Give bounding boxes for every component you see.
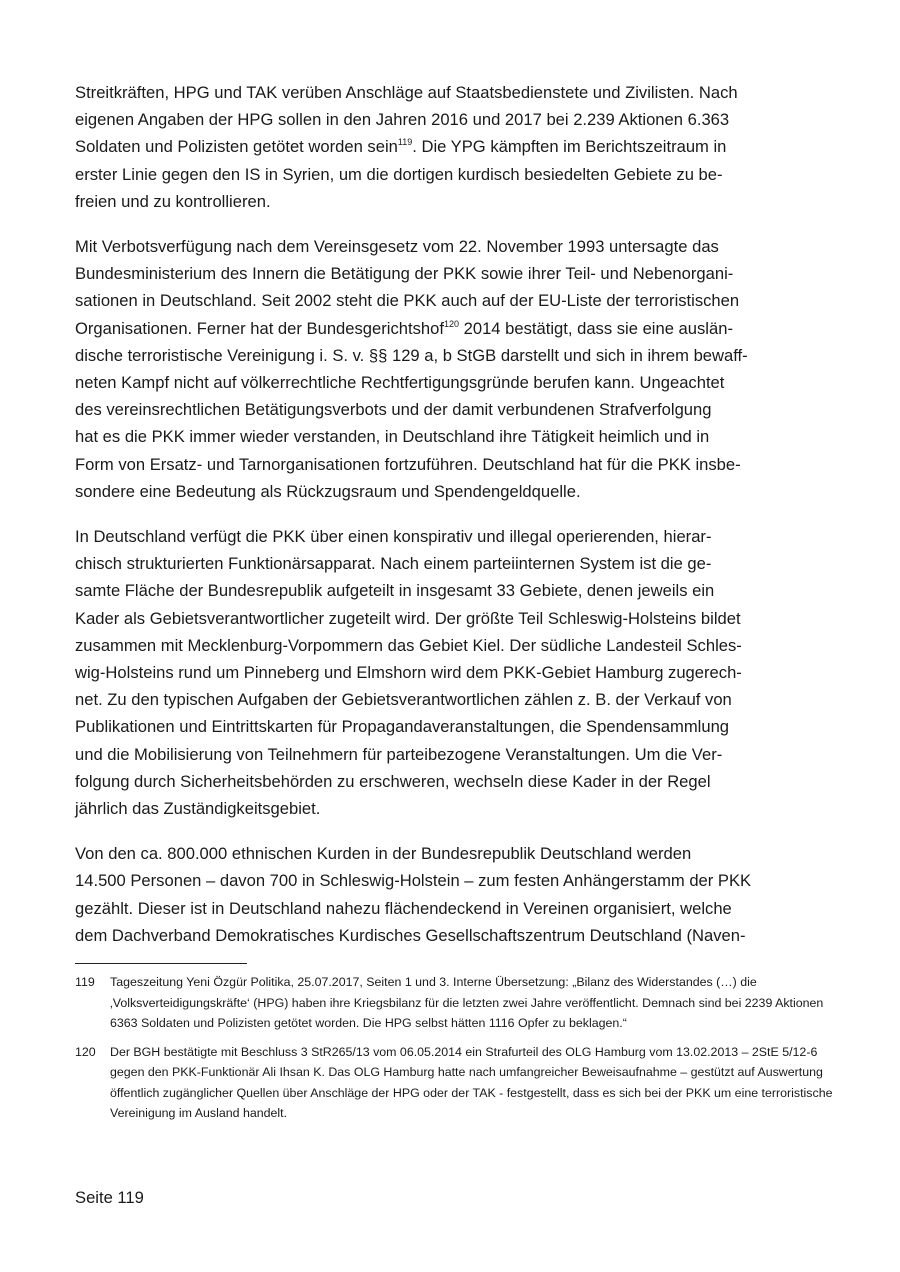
footnote-text: Der BGH bestätigte mit Beschluss 3 StR265/13 vom 06.05.2014 ein Strafurteil des OLG Hamburg vom 13.02.2013 – 2StE 5/12-6 gegen den PKK-Funktionär Ali Ihsan K. Das OLG Hamburg hatte nach umfangreicher Beweisaufnahme – gestützt auf Auswertung öffentlich zugänglicher Quellen über Anschläge der HPG oder der TAK - festgestellt, dass es sich bei der PKK um eine terroristische Vereinigung im Ausland handelt.	[110, 1044, 833, 1120]
text-line: zusammen mit Mecklenburg-Vorpommern das Gebiet Kiel. Der südliche Landesteil Schles-	[75, 635, 742, 655]
text-line: sationen in Deutschland. Seit 2002 steht die PKK auch auf der EU-Liste der terroristischen	[75, 291, 740, 311]
text-line: 14.500 Personen – davon 700 in Schleswig-Holstein – zum festen Anhängerstamm der PKK	[75, 871, 752, 891]
text-line: Form von Ersatz- und Tarnorganisationen fortzuführen. Deutschland hat für die PKK insbe-	[75, 454, 741, 474]
text-line: gezählt. Dieser ist in Deutschland nahezu flächendeckend in Vereinen organisiert, welche	[75, 898, 732, 918]
footnote-number: 119	[75, 975, 95, 989]
body-text	[75, 79, 827, 967]
text-line: jährlich das Zuständigkeitsgebiet.	[75, 799, 321, 819]
text-line: Mit Verbotsverfügung nach dem Vereinsgesetz vom 22. November 1993 untersagte das	[75, 237, 719, 257]
text-line: erster Linie gegen den IS in Syrien, um die dortigen kurdisch besiedelten Gebiete zu be-	[75, 164, 723, 184]
text-line: Streitkräften, HPG und TAK verüben Anschläge auf Staatsbedienstete und Zivilisten. Nach	[75, 83, 738, 102]
footnote-text: Tageszeitung Yeni Özgür Politika, 25.07.2017, Seiten 1 und 3. Interne Übersetzung: „Bilanz des Widerstandes (…) die ‚Volksverteidigungskräfte‘ (HPG) haben ihre Kriegsbilanz für die letzten zwei Jahre veröffentlicht. Demnach sind bei 2239 Aktionen 6363 Soldaten und Polizisten getötet worden. Die HPG selbst hätten 1116 Opfer zu beklagen.“	[110, 975, 824, 1030]
text-line: samte Fläche der Bundesrepublik aufgeteilt in insgesamt 33 Gebiete, denen jeweils ein	[75, 581, 715, 601]
text-line: Soldaten und Polizisten getötet worden sein$^{119}$. Die YPG kämpften im Berichtszeitraum in	[75, 137, 727, 157]
page-number: Seite 119	[75, 1188, 144, 1207]
text-line: Von den ca. 800.000 ethnischen Kurden in der Bundesrepublik Deutschland werden	[75, 844, 692, 864]
text-line: In Deutschland verfügt die PKK über einen konspirativ und illegal operierenden, hierar-	[75, 527, 712, 547]
footnote-reference: 120	[443, 318, 459, 329]
text-line: freien und zu kontrollieren.	[75, 191, 271, 211]
text-line: neten Kampf nicht auf völkerrechtliche Rechtfertigungsgründe berufen kann. Ungeachtet	[75, 373, 725, 393]
body-paragraph	[75, 840, 827, 949]
body-paragraph	[75, 523, 827, 822]
footnotes	[75, 972, 835, 1132]
text-line: sondere eine Bedeutung als Rückzugsraum und Spendengeldquelle.	[75, 481, 581, 501]
text-line: und die Mobilisierung von Teilnehmern für parteibezogene Veranstaltungen. Um die Ver-	[75, 744, 723, 764]
body-paragraph	[75, 233, 827, 505]
text-line: folgung durch Sicherheitsbehörden zu erschweren, wechseln diese Kader in der Regel	[75, 771, 711, 791]
body-paragraph	[75, 79, 827, 215]
footnote	[75, 1042, 835, 1124]
text-line: dem Dachverband Demokratisches Kurdisches Gesellschaftszentrum Deutschland (Naven-	[75, 925, 746, 945]
footnote-number: 120	[75, 1044, 96, 1059]
text-line: des vereinsrechtlichen Betätigungsverbots und der damit verbundenen Strafverfolgung	[75, 400, 712, 420]
text-line: Organisationen. Ferner hat der Bundesgerichtshof$^{120}$ 2014 bestätigt, dass sie eine auslän-	[75, 318, 733, 338]
footnote	[75, 972, 835, 1034]
text-line: dische terroristische Vereinigung i. S. v. §§ 129 a, b StGB darstellt und sich in ihrem bewaff-	[75, 345, 748, 365]
footnote-reference: 119	[397, 137, 413, 148]
text-line: wig-Holsteins rund um Pinneberg und Elmshorn wird dem PKK-Gebiet Hamburg zugerech-	[75, 663, 742, 683]
text-line: Bundesministerium des Innern die Betätigung der PKK sowie ihrer Teil- und Nebenorgani-	[75, 264, 734, 284]
text-line: hat es die PKK immer wieder verstanden, in Deutschland ihre Tätigkeit heimlich und in	[75, 427, 710, 447]
footnote-separator	[75, 963, 247, 964]
text-line: net. Zu den typischen Aufgaben der Gebietsverantwortlichen zählen z. B. der Verkauf von	[75, 690, 732, 710]
text-line: eigenen Angaben der HPG sollen in den Jahren 2016 und 2017 bei 2.239 Aktionen 6.363	[75, 110, 730, 130]
text-line: Kader als Gebietsverantwortlicher zugeteilt wird. Der größte Teil Schleswig-Holsteins bildet	[75, 608, 741, 628]
text-line: chisch strukturierten Funktionärsapparat. Nach einem parteiinternen System ist die ge-	[75, 554, 712, 574]
text-line: Publikationen und Eintrittskarten für Propagandaveranstaltungen, die Spendensammlung	[75, 717, 730, 737]
